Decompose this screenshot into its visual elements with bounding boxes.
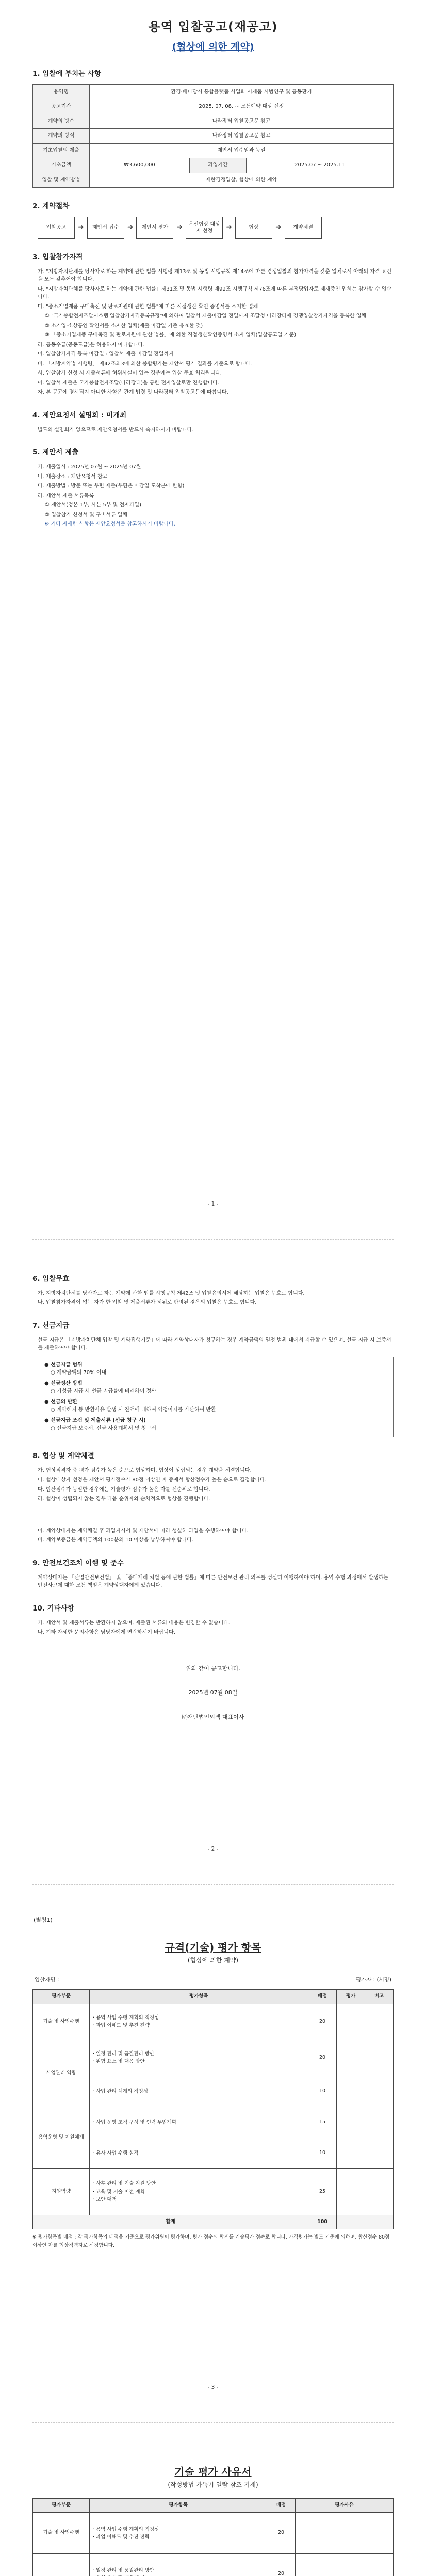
paragraph: 바. 계약보증금은 계약금액의 100분의 10 이상을 납부하여야 합니다. (38, 1537, 193, 1544)
table-cell: 15 (308, 2107, 337, 2138)
table-row (33, 99, 394, 114)
paragraph: 가. 협상적격자 중 평가 점수가 높은 순으로 협상하며, 협상이 성립되는 경우 계약을 체결합니다. (38, 1467, 252, 1473)
table-cell: 2025. 07. 08. ~ 모든예약 대상 선정 (90, 99, 394, 114)
table-cell: 10 (308, 2138, 337, 2168)
column-header: 평가 (337, 1989, 365, 2004)
table-row (33, 2513, 394, 2554)
flow-step: 입찰공고 (38, 217, 75, 239)
page-number: - 3 - (207, 2384, 219, 2391)
paragraph: 라. 협상이 성립되지 않는 경우 다음 순위자와 순차적으로 협상을 진행합니다. (38, 1496, 210, 1502)
reason-input-cell[interactable] (296, 2554, 394, 2576)
arrow-right-icon: ➜ (275, 223, 282, 232)
reason-input-cell[interactable] (296, 2513, 394, 2554)
page-spacer (32, 1505, 394, 1526)
paragraph: 라. 공동수급(공동도급)은 허용하지 아니합니다. (38, 342, 145, 348)
table-row (33, 158, 394, 173)
box-heading: ● 선금지급 조건 및 제출서류 (선금 청구 시) (44, 1417, 146, 1423)
table-row (33, 2004, 394, 2040)
box-heading: ● 선금지급 범위 (44, 1362, 83, 1368)
page-spacer (32, 1853, 394, 1884)
box-heading: ● 선금의 반환 (44, 1399, 77, 1405)
section-title: 8. 협상 및 계약체결 (32, 1451, 94, 1460)
bid-info-table (32, 84, 394, 188)
table-cell (33, 2554, 90, 2576)
page-spacer (32, 2490, 394, 2498)
table-cell: 사업관리 역량 (33, 2040, 90, 2107)
table-cell: 용역운영 및 지원체계 (33, 2107, 90, 2168)
score-input-cell[interactable] (337, 2040, 365, 2076)
table-row (33, 2040, 394, 2076)
section-title: 10. 기타사항 (32, 1604, 74, 1613)
section-title: 7. 선금지급 (32, 1321, 70, 1330)
table-cell: · 사업 관리 체계의 적정성 (90, 2076, 308, 2107)
paragraph: ① "국가종합전자조달시스템 입찰참가자격등록규정"에 의하여 입찰서 제출마감일 전일까지 조달청 나라장터에 경쟁입찰참가자격을 등록한 업체 (45, 313, 367, 319)
form-subtitle: (협상에 의한 계약) (187, 1957, 239, 1964)
paragraph: ③ 「중소기업제품 구매촉진 및 판로지원에 관한 법률」에 의한 직접생산확인증명서 소지 업체(입찰공고일 기준) (45, 332, 297, 338)
box-line: ○ 선금지급 보증서, 선금 사용계획서 및 청구서 (51, 1426, 156, 1432)
table-cell: 제안서 입수일과 동일 (90, 143, 394, 158)
table-total-row (33, 2215, 394, 2229)
box-line: ○ 계약해지 등 반환사유 발생 시 잔액에 대하여 약정이자를 가산하여 반환 (51, 1407, 216, 1413)
paragraph: ① 제안서(정본 1부, 사본 5부 및 전자파일) (45, 502, 141, 509)
column-header: 배점 (267, 2498, 296, 2513)
section-title: 2. 계약절차 (32, 202, 70, 211)
table-cell: 25 (308, 2168, 337, 2215)
table-cell: 20 (308, 2040, 337, 2076)
form-title: 규격(기술) 평가 항목 (165, 1941, 261, 1954)
table-cell: 계약의 방식 (33, 129, 90, 144)
table-cell: 2025.07 ~ 2025.11 (246, 158, 393, 173)
flow-step: 계약체결 (285, 217, 322, 239)
column-header: 평가항목 (90, 2498, 267, 2513)
note-text: ※ 기타 자세한 사항은 제안요청서를 참고하시기 바랍니다. (45, 521, 175, 528)
table-row (33, 2107, 394, 2138)
table-cell: 20 (308, 2004, 337, 2040)
page-spacer (32, 2249, 394, 2383)
arrow-right-icon: ➜ (78, 223, 84, 232)
flow-step: 우선협상 대상자 선정 (186, 217, 223, 239)
page-spacer (32, 1924, 394, 1940)
table-cell: 과업기간 (189, 158, 246, 173)
form-subtitle: (작성방법 가독기 일람 참조 기재) (168, 2481, 258, 2488)
paragraph: 나. 입찰참가자격이 없는 자가 한 입찰 및 제출서류가 허위로 판명된 경우의 입찰은 무효로 합니다. (38, 1300, 257, 1306)
table-cell: 계약의 방수 (33, 114, 90, 129)
section-title: 5. 제안서 제출 (32, 448, 79, 457)
table-cell: · 용역 사업 수행 계획의 적정성 · 과업 이해도 및 추진 전략 (90, 2513, 267, 2554)
paragraph: 바. 「지방계약법 시행령」 제42조의3에 의한 종합평가는 제안서 평가 결과를 기준으로 합니다. (38, 361, 252, 367)
paragraph: 나. 제출장소 : 제안요청서 참고 (38, 473, 108, 480)
table-cell: 기초금액 (33, 158, 90, 173)
page-spacer (32, 1984, 394, 1989)
paragraph: 다. 합산점수가 동일한 경우에는 기술평가 점수가 높은 자를 선순위로 합니다. (38, 1486, 210, 1493)
contract-flow (38, 217, 394, 239)
box-line: ○ 계약금액의 70% 이내 (51, 1370, 107, 1376)
page-spacer (32, 1721, 394, 1845)
section-title: 3. 입찰참가자격 (32, 252, 83, 261)
section-title: 1. 입찰에 부치는 사항 (32, 69, 101, 78)
page-spacer (32, 1965, 394, 1976)
table-row (33, 2168, 394, 2215)
score-input-cell[interactable] (337, 2215, 365, 2229)
table-header-row (33, 1989, 394, 2004)
notice-subtitle: (협상에 의한 계약) (172, 41, 254, 53)
remark-cell[interactable] (365, 2138, 394, 2168)
table-cell: 환경·배나당시 통합플랫폼 사업화 시제품 시범연구 및 공동판기 (90, 84, 394, 99)
table-cell: · 사후 관리 및 기술 지원 방안 · 교육 및 기술 이전 계획 · 보안 대책 (90, 2168, 308, 2215)
paragraph: 마. 계약상대자는 계약체결 후 과업지시서 및 제안서에 따라 성실히 과업을 수행하여야 합니다. (38, 1528, 249, 1534)
table-cell: 용역명 (33, 84, 90, 99)
page-spacer (32, 530, 394, 1200)
table-row (33, 2554, 394, 2576)
table-cell: 제한경쟁입찰, 협상에 의한 계약 (90, 173, 394, 188)
column-header: 평가항목 (90, 1989, 308, 2004)
evaluator-info (35, 1976, 391, 1984)
paragraph: 사. 입찰참가 신청 시 제출서류에 허위사실이 있는 경우에는 입찰 무효 처리됩니다. (38, 370, 222, 377)
notice-sheet (32, 0, 394, 2576)
score-input-cell[interactable] (337, 2076, 365, 2107)
score-input-cell[interactable] (337, 2168, 365, 2215)
paragraph: 마. 입찰참가자격 등록 마감일 : 입찰서 제출 마감일 전일까지 (38, 351, 174, 358)
page-number: - 2 - (207, 1845, 219, 1852)
table-cell: 입찰 및 계약방법 (33, 173, 90, 188)
section-title: 9. 안전보건조치 이행 및 준수 (32, 1558, 124, 1567)
page-number: - 1 - (207, 1200, 219, 1207)
table-header-row (33, 2498, 394, 2513)
page-spacer (32, 1697, 394, 1713)
table-row (33, 129, 394, 144)
paragraph: 별도의 설명회가 없으므로 제안요청서를 반드시 숙지하시기 바랍니다. (38, 427, 194, 433)
paragraph: 자. 본 공고에 명시되지 아니한 사항은 관계 법령 및 나라장터 입찰공고문에 따릅니다. (38, 389, 228, 396)
issuer-name: ㈜재단법인외팩 대표이사 (182, 1713, 244, 1720)
table-row (33, 84, 394, 99)
column-header: 비고 (365, 1989, 394, 2004)
table-cell: 20 (267, 2513, 296, 2554)
paragraph: ② 입찰참가 신청서 및 구비서류 일체 (45, 512, 128, 518)
notice-date: 2025년 07월 08일 (188, 1689, 238, 1696)
table-cell: 합계 (33, 2215, 308, 2229)
paragraph: 아. 입찰서 제출은 국가종합전자조달(나라장터)을 통한 전자입찰로만 진행합니다. (38, 380, 220, 386)
table-cell: 나라장터 입찰공고문 참고 (90, 114, 394, 129)
table-cell: · 유사 사업 수행 실적 (90, 2138, 308, 2168)
evaluation-reason-table (32, 2498, 394, 2576)
remark-cell[interactable] (365, 2215, 394, 2229)
score-input-cell[interactable] (337, 2004, 365, 2040)
column-header: 배점 (308, 1989, 337, 2004)
remark-cell[interactable] (365, 2168, 394, 2215)
table-row (33, 173, 394, 188)
paragraph: 라. 제안서 제출 서류목록 (38, 493, 94, 499)
page-spacer (32, 2423, 394, 2464)
box-line: ○ 기성금 지급 시 선금 지급률에 비례하여 정산 (51, 1388, 156, 1395)
remark-cell[interactable] (365, 2107, 394, 2138)
column-header: 평가부문 (33, 2498, 90, 2513)
bidder-field-label: 입찰자명 : (35, 1976, 59, 1983)
table-footnote: ※ 평가항목별 배점 : 각 평가항목의 배점을 기준으로 평가위원이 평가하며, 평가 점수의 합계를 기술평가 점수로 합니다. 가격평가는 별도 기준에 의하며, 합산점수 80점 이상인 자를 협상적격자로 선정합니다. (32, 2234, 390, 2248)
table-cell: · 일정 관리 및 품질관리 방안 · 위험 요소 및 대응 방안 (90, 2040, 308, 2076)
column-header: 평가사유 (296, 2498, 394, 2513)
remark-cell[interactable] (365, 2004, 394, 2040)
arrow-right-icon: ➜ (127, 223, 134, 232)
table-cell: 지원역량 (33, 2168, 90, 2215)
paragraph: 가. 제안서 및 제출서류는 반환하지 않으며, 제출된 서류의 내용은 변경할 수 없습니다. (38, 1620, 230, 1626)
column-header: 평가부문 (33, 1989, 90, 2004)
paragraph: 계약상대자는 「산업안전보건법」 및 「중대재해 처벌 등에 관한 법률」에 따른 안전보건 관리 의무를 성실히 이행하여야 하며, 용역 수행 과정에서 발생하는 안전사고에 대한 모든 책임은 계약상대자에게 있습니다. (38, 1574, 388, 1589)
table-cell: · 용역 사업 수행 계획의 적정성 · 과업 이해도 및 추진 전략 (90, 2004, 308, 2040)
page-spacer (32, 1673, 394, 1688)
table-cell: 20 (267, 2554, 296, 2576)
box-heading: ● 선금정산 방법 (44, 1380, 83, 1386)
paragraph: 가. 제출일시 : 2025년 07월 ~ 2025년 07월 (38, 464, 141, 470)
table-cell: · 사업 운영 조직 구성 및 인력 투입계획 (90, 2107, 308, 2138)
page-spacer (32, 2392, 394, 2422)
paragraph: 가. "지방자치단체를 당사자로 하는 계약에 관한 법률 시행령 제13조 및 동법 시행규칙 제14조에 따른 경쟁입찰의 참가자격을 갖춘 업체로서 아래의 자격 요건을 모두 갖추어야 합니다. (38, 268, 392, 283)
paragraph: 가. 지방자치단체를 당사자로 하는 계약에 관한 법률 시행규칙 제42조 및 입찰유의서에 해당하는 입찰은 무효로 합니다. (38, 1290, 305, 1296)
arrow-right-icon: ➜ (226, 223, 232, 232)
flow-step: 제안서 평가 (136, 217, 173, 239)
flow-step: 제안서 접수 (87, 217, 124, 239)
remark-cell[interactable] (365, 2040, 394, 2076)
page-spacer (32, 1240, 394, 1260)
page-spacer (32, 1885, 394, 1916)
table-cell: 기술 및 사업수행 (33, 2004, 90, 2040)
page-spacer (32, 1638, 394, 1664)
paragraph: 다. 제출방법 : 방문 또는 우편 제출(우편은 마감일 도착분에 한함) (38, 483, 185, 489)
paragraph: 나. "지방자치단체를 당사자로 하는 계약에 관한 법률」제31조 및 동법 시행령 제92조 시행규칙 제76조에 따른 부정당업자로 제재중인 업체는 참가할 수 없습니다. (38, 286, 392, 300)
paragraph: ② 소기업·소상공인 확인서를 소지한 업체(제출 마감일 기준 유효한 것) (45, 323, 203, 329)
paragraph: 나. 기타 자세한 문의사항은 담당자에게 연락하시기 바랍니다. (38, 1630, 175, 1636)
table-cell: ₩3,600,000 (90, 158, 190, 173)
table-cell: 10 (308, 2076, 337, 2107)
section-title: 6. 입찰무효 (32, 1275, 70, 1283)
paragraph: 다. "중소기업제품 구매촉진 및 판로지원에 관한 법률"에 따른 직접생산 확인 증명서를 소지한 업체 (38, 303, 258, 310)
flow-step: 협상 (235, 217, 272, 239)
table-cell: 기술 및 사업수행 (33, 2513, 90, 2554)
paragraph: 선금 지급은 「지방자치단체 입찰 및 계약집행기준」에 따라 계약상대자가 청구하는 경우 계약금액의 일정 범위 내에서 지급할 수 있으며, 선금 지급 시 보증서를 제출하여야 합니다. (38, 1337, 391, 1351)
advance-payment-box (38, 1357, 394, 1437)
table-row (33, 114, 394, 129)
section-title: 4. 제안요청서 설명회 : 미개최 (32, 411, 127, 419)
table-row (33, 143, 394, 158)
table-cell: 기초입찰의 제출 (33, 143, 90, 158)
evaluation-table (32, 1989, 394, 2229)
table-cell: · 일정 관리 및 품질관리 방안 (90, 2554, 267, 2576)
table-cell: 100 (308, 2215, 337, 2229)
attachment-label: (별첨1) (34, 1917, 53, 1924)
evaluator-field-label: 평가자 : (서명) (355, 1976, 391, 1983)
page-spacer (32, 1208, 394, 1239)
form-title: 기술 평가 사유서 (174, 2466, 252, 2478)
score-input-cell[interactable] (337, 2107, 365, 2138)
closing-statement: 위와 같이 공고합니다. (185, 1665, 241, 1672)
notice-title: 용역 입찰공고(재공고) (148, 20, 278, 34)
arrow-right-icon: ➜ (176, 223, 183, 232)
score-input-cell[interactable] (337, 2138, 365, 2168)
paragraph: 나. 협상대상자 선정은 제안서 평가점수가 80점 이상인 자 중에서 합산점수가 높은 순으로 결정합니다. (38, 1477, 267, 1483)
remark-cell[interactable] (365, 2076, 394, 2107)
table-cell: 나라장터 입찰공고문 참고 (90, 129, 394, 144)
table-cell: 공고기간 (33, 99, 90, 114)
